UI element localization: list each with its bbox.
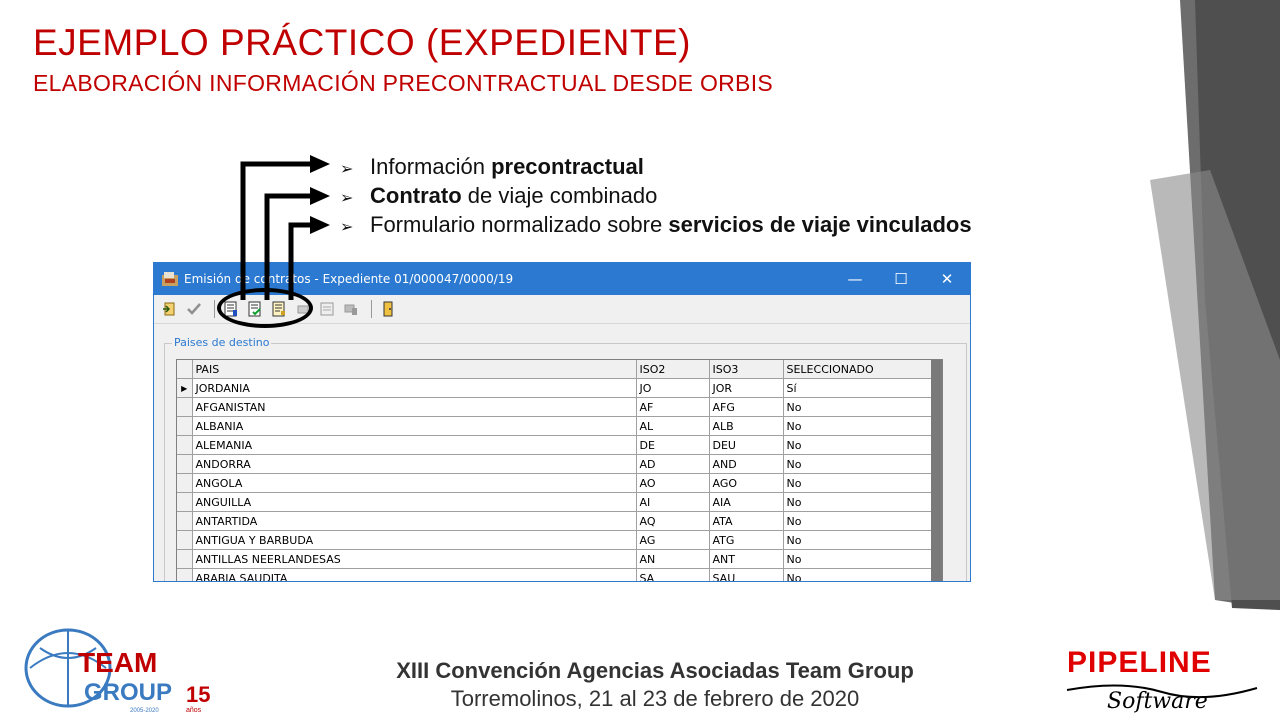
row-indicator: ▶ bbox=[177, 379, 192, 398]
cell-seleccionado[interactable]: No bbox=[783, 436, 933, 455]
cell-iso2[interactable]: AF bbox=[636, 398, 709, 417]
highlight-ellipse bbox=[217, 288, 313, 328]
cell-pais[interactable]: AFGANISTAN bbox=[192, 398, 636, 417]
maximize-button[interactable]: ☐ bbox=[894, 270, 908, 288]
cell-seleccionado[interactable]: No bbox=[783, 550, 933, 569]
column-header-pais[interactable]: PAIS bbox=[192, 360, 636, 379]
cell-iso3[interactable]: AIA bbox=[709, 493, 783, 512]
bullet-arrow-icon: ➢ bbox=[340, 159, 354, 178]
cell-iso2[interactable]: AQ bbox=[636, 512, 709, 531]
cell-iso2[interactable]: JO bbox=[636, 379, 709, 398]
cell-iso3[interactable]: ANT bbox=[709, 550, 783, 569]
bullet-item: ➢ Formulario normalizado sobre servicios de viaje vinculados bbox=[340, 210, 972, 239]
cell-iso3[interactable]: AND bbox=[709, 455, 783, 474]
cell-pais[interactable]: JORDANIA bbox=[192, 379, 636, 398]
cell-iso3[interactable]: ATG bbox=[709, 531, 783, 550]
slide-subtitle: ELABORACIÓN INFORMACIÓN PRECONTRACTUAL DESDE ORBIS bbox=[33, 70, 774, 96]
cell-seleccionado[interactable]: No bbox=[783, 569, 933, 583]
group-label: Paises de destino bbox=[174, 336, 270, 349]
svg-text:GROUP: GROUP bbox=[84, 679, 173, 706]
bullet-item: ➢ Información precontractual bbox=[340, 152, 972, 181]
cell-pais[interactable]: ALBANIA bbox=[192, 417, 636, 436]
cell-pais[interactable]: ANTILLAS NEERLANDESAS bbox=[192, 550, 636, 569]
cell-iso2[interactable]: AG bbox=[636, 531, 709, 550]
convention-title: XIII Convención Agencias Asociadas Team Group bbox=[396, 658, 914, 683]
cell-pais[interactable]: ALEMANIA bbox=[192, 436, 636, 455]
cell-iso2[interactable]: AO bbox=[636, 474, 709, 493]
cell-iso3[interactable]: DEU bbox=[709, 436, 783, 455]
bullet-item: ➢ Contrato de viaje combinado bbox=[340, 181, 972, 210]
team-group-logo bbox=[20, 628, 220, 718]
cell-seleccionado[interactable]: No bbox=[783, 417, 933, 436]
cell-pais[interactable]: ANGUILLA bbox=[192, 493, 636, 512]
column-header-seleccionado[interactable]: SELECCIONADO bbox=[783, 360, 933, 379]
cell-iso2[interactable]: DE bbox=[636, 436, 709, 455]
cell-iso2[interactable]: AL bbox=[636, 417, 709, 436]
minimize-button[interactable]: — bbox=[847, 270, 863, 288]
cell-iso3[interactable]: JOR bbox=[709, 379, 783, 398]
cell-seleccionado[interactable]: Sí bbox=[783, 379, 933, 398]
cell-pais[interactable]: ANTARTIDA bbox=[192, 512, 636, 531]
cell-seleccionado[interactable]: No bbox=[783, 398, 933, 417]
cell-iso3[interactable]: ATA bbox=[709, 512, 783, 531]
cell-iso2[interactable]: AN bbox=[636, 550, 709, 569]
svg-text:TEAM: TEAM bbox=[78, 647, 158, 678]
cell-seleccionado[interactable]: No bbox=[783, 474, 933, 493]
cell-iso2[interactable]: AI bbox=[636, 493, 709, 512]
cell-seleccionado[interactable]: No bbox=[783, 531, 933, 550]
bullet-arrow-icon: ➢ bbox=[340, 217, 354, 236]
svg-text:Software: Software bbox=[1107, 689, 1208, 714]
cell-iso3[interactable]: AFG bbox=[709, 398, 783, 417]
cell-iso3[interactable]: SAU bbox=[709, 569, 783, 583]
window-title: Emisión de contratos - Expediente 01/000047/0000/19 bbox=[184, 272, 514, 286]
cell-seleccionado[interactable]: No bbox=[783, 512, 933, 531]
pipeline-software-logo bbox=[1062, 640, 1262, 720]
cell-iso3[interactable]: AGO bbox=[709, 474, 783, 493]
cell-iso2[interactable]: AD bbox=[636, 455, 709, 474]
convention-location: Torremolinos, 21 al 23 de febrero de 2020 bbox=[450, 686, 860, 711]
column-header-iso2[interactable]: ISO2 bbox=[636, 360, 709, 379]
bullet-arrow-icon: ➢ bbox=[340, 188, 354, 207]
cell-pais[interactable]: ANTIGUA Y BARBUDA bbox=[192, 531, 636, 550]
close-button[interactable]: ✕ bbox=[940, 270, 954, 288]
cell-pais[interactable]: ARABIA SAUDITA bbox=[192, 569, 636, 583]
svg-text:2005-2020: 2005-2020 bbox=[130, 708, 159, 714]
svg-text:PIPELINE: PIPELINE bbox=[1067, 646, 1212, 679]
column-header-iso3[interactable]: ISO3 bbox=[709, 360, 783, 379]
svg-text:15: 15 bbox=[186, 682, 211, 707]
cell-pais[interactable]: ANGOLA bbox=[192, 474, 636, 493]
cell-seleccionado[interactable]: No bbox=[783, 493, 933, 512]
svg-text:años: años bbox=[186, 707, 202, 714]
cell-iso2[interactable]: SA bbox=[636, 569, 709, 583]
cell-seleccionado[interactable]: No bbox=[783, 455, 933, 474]
slide-title: EJEMPLO PRÁCTICO (EXPEDIENTE) bbox=[33, 22, 691, 63]
cell-pais[interactable]: ANDORRA bbox=[192, 455, 636, 474]
cell-iso3[interactable]: ALB bbox=[709, 417, 783, 436]
